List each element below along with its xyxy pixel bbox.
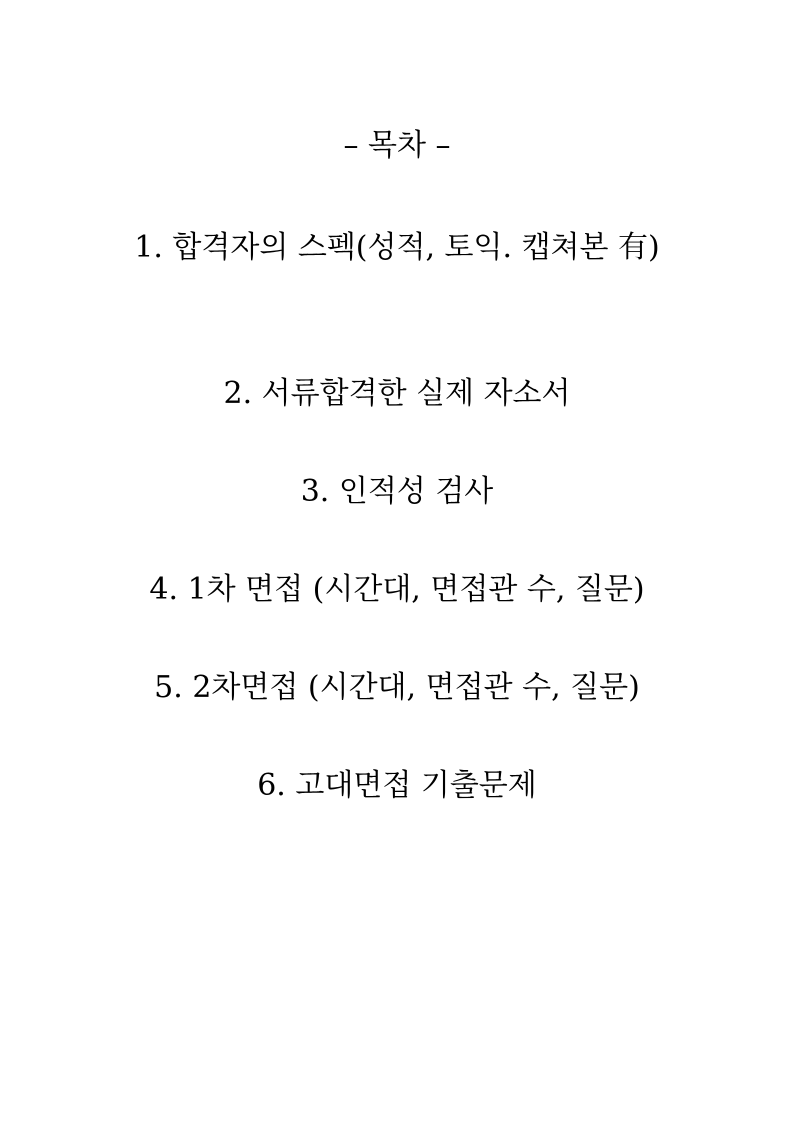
toc-item-cover-letter: 2. 서류합격한 실제 자소서 xyxy=(223,376,571,411)
toc-title: – 목차 – xyxy=(343,128,451,163)
toc-item-aptitude-test: 3. 인적성 검사 xyxy=(300,474,494,509)
toc-item-spec: 1. 합격자의 스펙(성적, 토익. 캡쳐본 有) xyxy=(134,230,660,265)
toc-item-past-questions: 6. 고대면접 기출문제 xyxy=(257,768,537,803)
toc-item-first-interview: 4. 1차 면접 (시간대, 면접관 수, 질문) xyxy=(149,572,645,607)
toc-item-second-interview: 5. 2차면접 (시간대, 면접관 수, 질문) xyxy=(154,670,640,705)
